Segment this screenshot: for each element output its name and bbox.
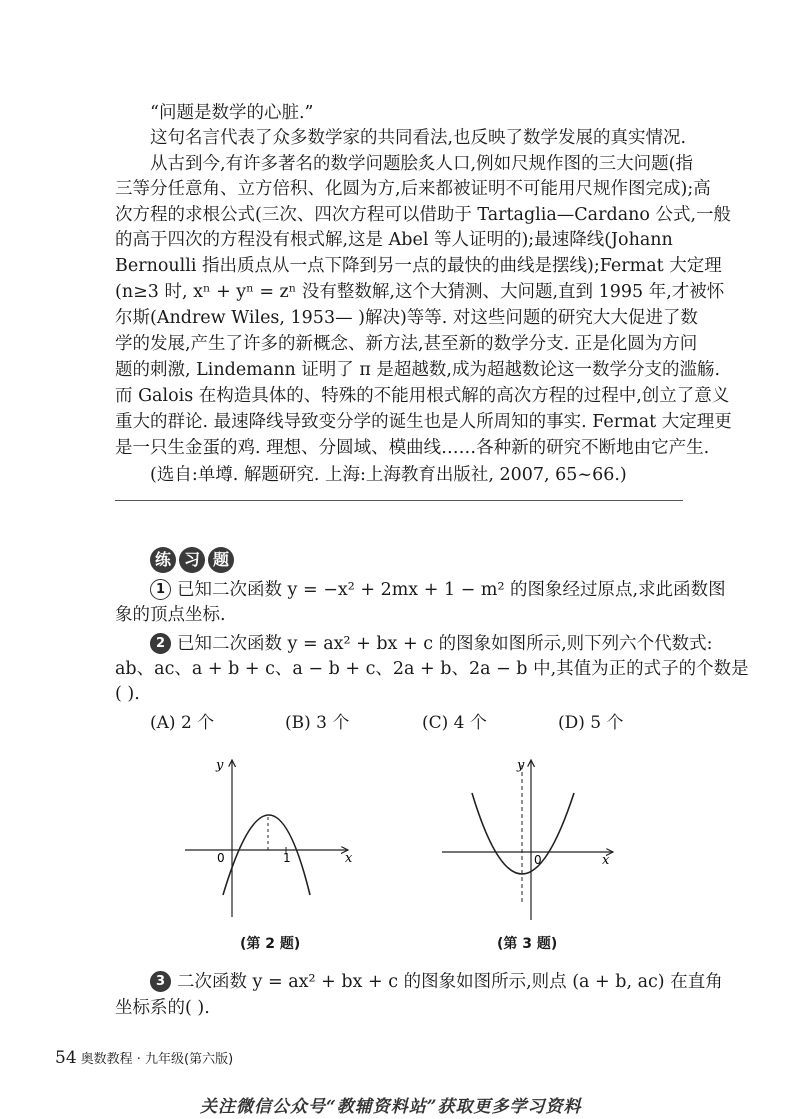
figure-caption-q3: (第 3 题) <box>497 936 558 952</box>
origin-label: 0 <box>217 851 225 865</box>
choice-a: (A) 2 个 <box>150 713 215 733</box>
quote-line: 这句名言代表了众多数学家的共同看法,也反映了数学发展的真实情况. <box>150 128 687 148</box>
question-3-cont: 坐标系的( ). <box>115 998 210 1018</box>
question-3 <box>150 970 723 994</box>
question-2-blank: ( ). <box>115 684 140 704</box>
text-line: 题的刺激, Lindemann 证明了 π 是超越数,成为超越数论这一数学分支的滥觞. <box>115 360 721 380</box>
text-line: 次方程的求根公式(三次、四次方程可以借助于 Tartaglia—Cardano 公式,一般 <box>115 205 732 225</box>
choice-b: (B) 3 个 <box>285 713 350 733</box>
figure-caption-q2: (第 2 题) <box>240 936 301 952</box>
book-title: 奥数教程 · 九年级(第六版) <box>80 1052 234 1067</box>
text-line: 而 Galois 在构造具体的、特殊的不能用根式解的高次方程的过程中,创立了意义 <box>115 386 730 406</box>
x-label: x <box>345 851 353 866</box>
text-line: Bernoulli 指出质点从一点下降到另一点的最快的曲线是摆线);Fermat 大定理 <box>115 256 722 276</box>
parabola-curve <box>223 815 310 895</box>
tick-label-one: 1 <box>283 851 291 865</box>
section-divider <box>115 500 683 501</box>
text-line: (n≥3 时, xⁿ + yⁿ = zⁿ 没有整数解,这个大猜测、大问题,直到 1995 年,才被怀 <box>115 282 725 302</box>
question-2-cont: ab、ac、a + b + c、a − b + c、2a + b、2a − b 中,其值为正的式子的个数是 <box>115 659 749 679</box>
citation: (选自:单墫. 解题研究. 上海:上海教育出版社, 2007, 65~66.) <box>150 465 627 485</box>
question-text: 二次函数 y = ax² + bx + c 的图象如图所示,则点 (a + b, ac) 在直角 <box>177 972 723 992</box>
figure-q3 <box>440 755 630 925</box>
x-label: x <box>602 853 610 868</box>
figure-q2 <box>180 755 370 925</box>
text-line: 从古到今,有许多著名的数学问题脍炙人口,例如尺规作图的三大问题(指 <box>150 154 693 174</box>
quote-line: “问题是数学的心脏.” <box>150 103 314 123</box>
text-line: 是一只生金蛋的鸡. 理想、分圆域、模曲线……各种新的研究不断地由它产生. <box>115 438 710 458</box>
question-number: 1 <box>150 579 171 600</box>
origin-label: 0 <box>534 853 542 867</box>
question-text: 已知二次函数 y = ax² + bx + c 的图象如图所示,则下列六个代数式: <box>177 634 713 654</box>
title-char: 习 <box>179 547 205 573</box>
text-line: 尔斯(Andrew Wiles, 1953— )解决)等等. 对这些问题的研究大大促进了数 <box>115 308 698 328</box>
choice-c: (C) 4 个 <box>422 713 487 733</box>
text-line: 的高于四次的方程没有根式解,这是 Abel 等人证明的);最速降线(Johann <box>115 230 673 250</box>
question-number: 2 <box>150 633 171 654</box>
question-number: 3 <box>150 971 171 992</box>
title-char: 练 <box>150 547 176 573</box>
y-label: y <box>216 758 224 773</box>
question-1 <box>150 578 726 602</box>
parabola-curve <box>472 793 574 874</box>
handwritten-note: 关注微信公众号“教辅资料站”获取更多学习资料 <box>200 1097 582 1117</box>
choice-d: (D) 5 个 <box>558 713 624 733</box>
text-line: 三等分任意角、立方倍积、化圆为方,后来都被证明不可能用尺规作图完成);高 <box>115 179 711 199</box>
question-1-cont: 象的顶点坐标. <box>115 605 226 625</box>
y-label: y <box>517 758 525 773</box>
exercises-title <box>150 547 234 573</box>
question-text: 已知二次函数 y = −x² + 2mx + 1 − m² 的图象经过原点,求此函数图 <box>177 580 726 600</box>
title-char: 题 <box>208 547 234 573</box>
text-line: 学的发展,产生了许多的新概念、新方法,甚至新的数学分支. 正是化圆为方问 <box>115 334 698 354</box>
page-footer <box>55 1048 233 1068</box>
text-line: 重大的群论. 最速降线导致变分学的诞生也是人所周知的事实. Fermat 大定理更 <box>115 412 732 432</box>
page-number: 54 <box>55 1048 77 1068</box>
question-2 <box>150 632 713 656</box>
